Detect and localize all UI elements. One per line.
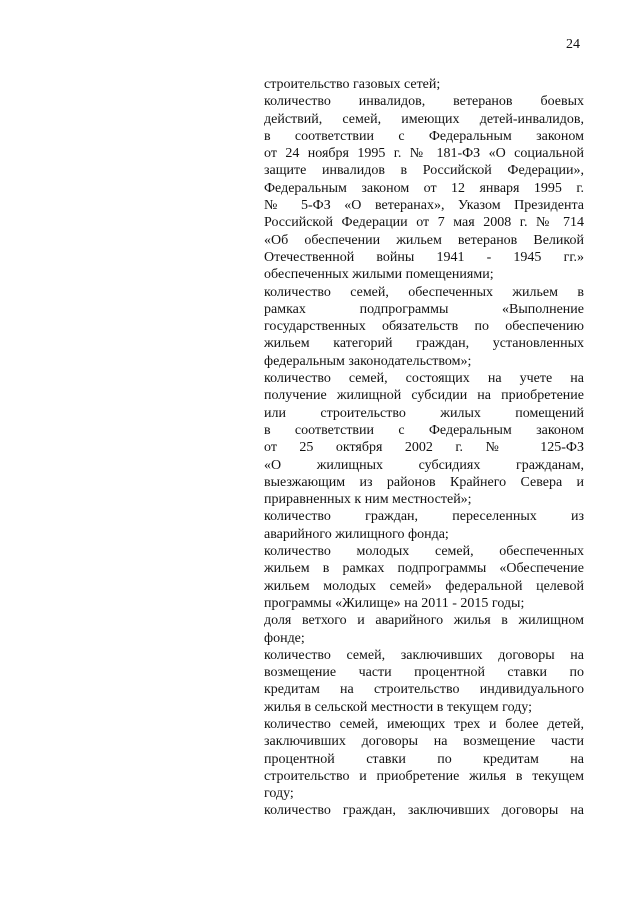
text-line: году;: [264, 786, 294, 802]
text-line: количество граждан, заключивших договоры на: [264, 803, 584, 819]
text-line: Федеральным законом от 12 января 1995 г.: [264, 180, 584, 196]
text-line: строительство газовых сетей;: [264, 77, 441, 92]
text-line: от 25 октября 2002 г. № 125-ФЗ: [264, 440, 584, 456]
text-line: количество граждан, переселенных из: [264, 509, 584, 525]
text-line: количество инвалидов, ветеранов боевых: [264, 94, 584, 110]
text-line: доля ветхого и аварийного жилья в жилищном: [264, 613, 584, 629]
text-line: количество семей, имеющих трех и более детей,: [264, 716, 584, 732]
text-line: или строительство жилых помещений: [264, 405, 584, 421]
text-line: от 24 ноября 1995 г. № 181-ФЗ «О социальной: [264, 146, 584, 162]
text-line: федеральным законодательством»;: [264, 353, 472, 369]
document-body: [264, 76, 584, 820]
text-line: количество семей, обеспеченных жильем в: [264, 284, 584, 300]
text-line: Отечественной войны 1941 - 1945 гг.»: [264, 249, 584, 265]
text-line: выезжающим из районов Крайнего Севера и: [264, 474, 584, 490]
text-line: действий, семей, имеющих детей-инвалидов,: [264, 111, 584, 127]
text-line: обеспеченных жилыми помещениями;: [264, 267, 494, 283]
page-number: 24: [566, 37, 580, 52]
text-line: аварийного жилищного фонда;: [264, 526, 449, 542]
text-line: защите инвалидов в Российской Федерации»,: [264, 163, 584, 179]
text-line: возмещение части процентной ставки по: [264, 665, 584, 681]
text-line: «Об обеспечении жильем ветеранов Великой: [264, 232, 584, 248]
text-line: количество семей, заключивших договоры на: [264, 647, 584, 663]
text-line: «О жилищных субсидиях гражданам,: [264, 457, 584, 473]
text-line: получение жилищной субсидии на приобретение: [264, 388, 584, 404]
text-line: процентной ставки по кредитам на: [264, 751, 584, 767]
text-line: кредитам на строительство индивидуального: [264, 682, 584, 698]
text-line: строительство и приобретение жилья в текущем: [264, 768, 584, 784]
text-line: рамках подпрограммы «Выполнение: [264, 301, 584, 317]
text-line: фонде;: [264, 630, 305, 646]
text-line: № 5-ФЗ «О ветеранах», Указом Президента: [264, 198, 584, 214]
text-line: жильем категорий граждан, установленных: [264, 336, 584, 352]
text-line: жильем в рамках подпрограммы «Обеспечение: [264, 561, 584, 577]
text-line: приравненных к ним местностей»;: [264, 492, 472, 508]
text-line: Российской Федерации от 7 мая 2008 г. № 714: [264, 215, 584, 231]
text-line: в соответствии с Федеральным законом: [264, 128, 584, 144]
text-line: заключивших договоры на возмещение части: [264, 734, 584, 750]
text-line: программы «Жилище» на 2011 - 2015 годы;: [264, 595, 525, 611]
text-line: государственных обязательств по обеспечению: [264, 319, 584, 335]
text-line: количество молодых семей, обеспеченных: [264, 544, 584, 560]
text-line: в соответствии с Федеральным законом: [264, 422, 584, 438]
text-line: жилья в сельской местности в текущем году;: [264, 699, 532, 715]
text-line: жильем молодых семей» федеральной целевой: [264, 578, 584, 594]
text-line: количество семей, состоящих на учете на: [264, 371, 584, 387]
